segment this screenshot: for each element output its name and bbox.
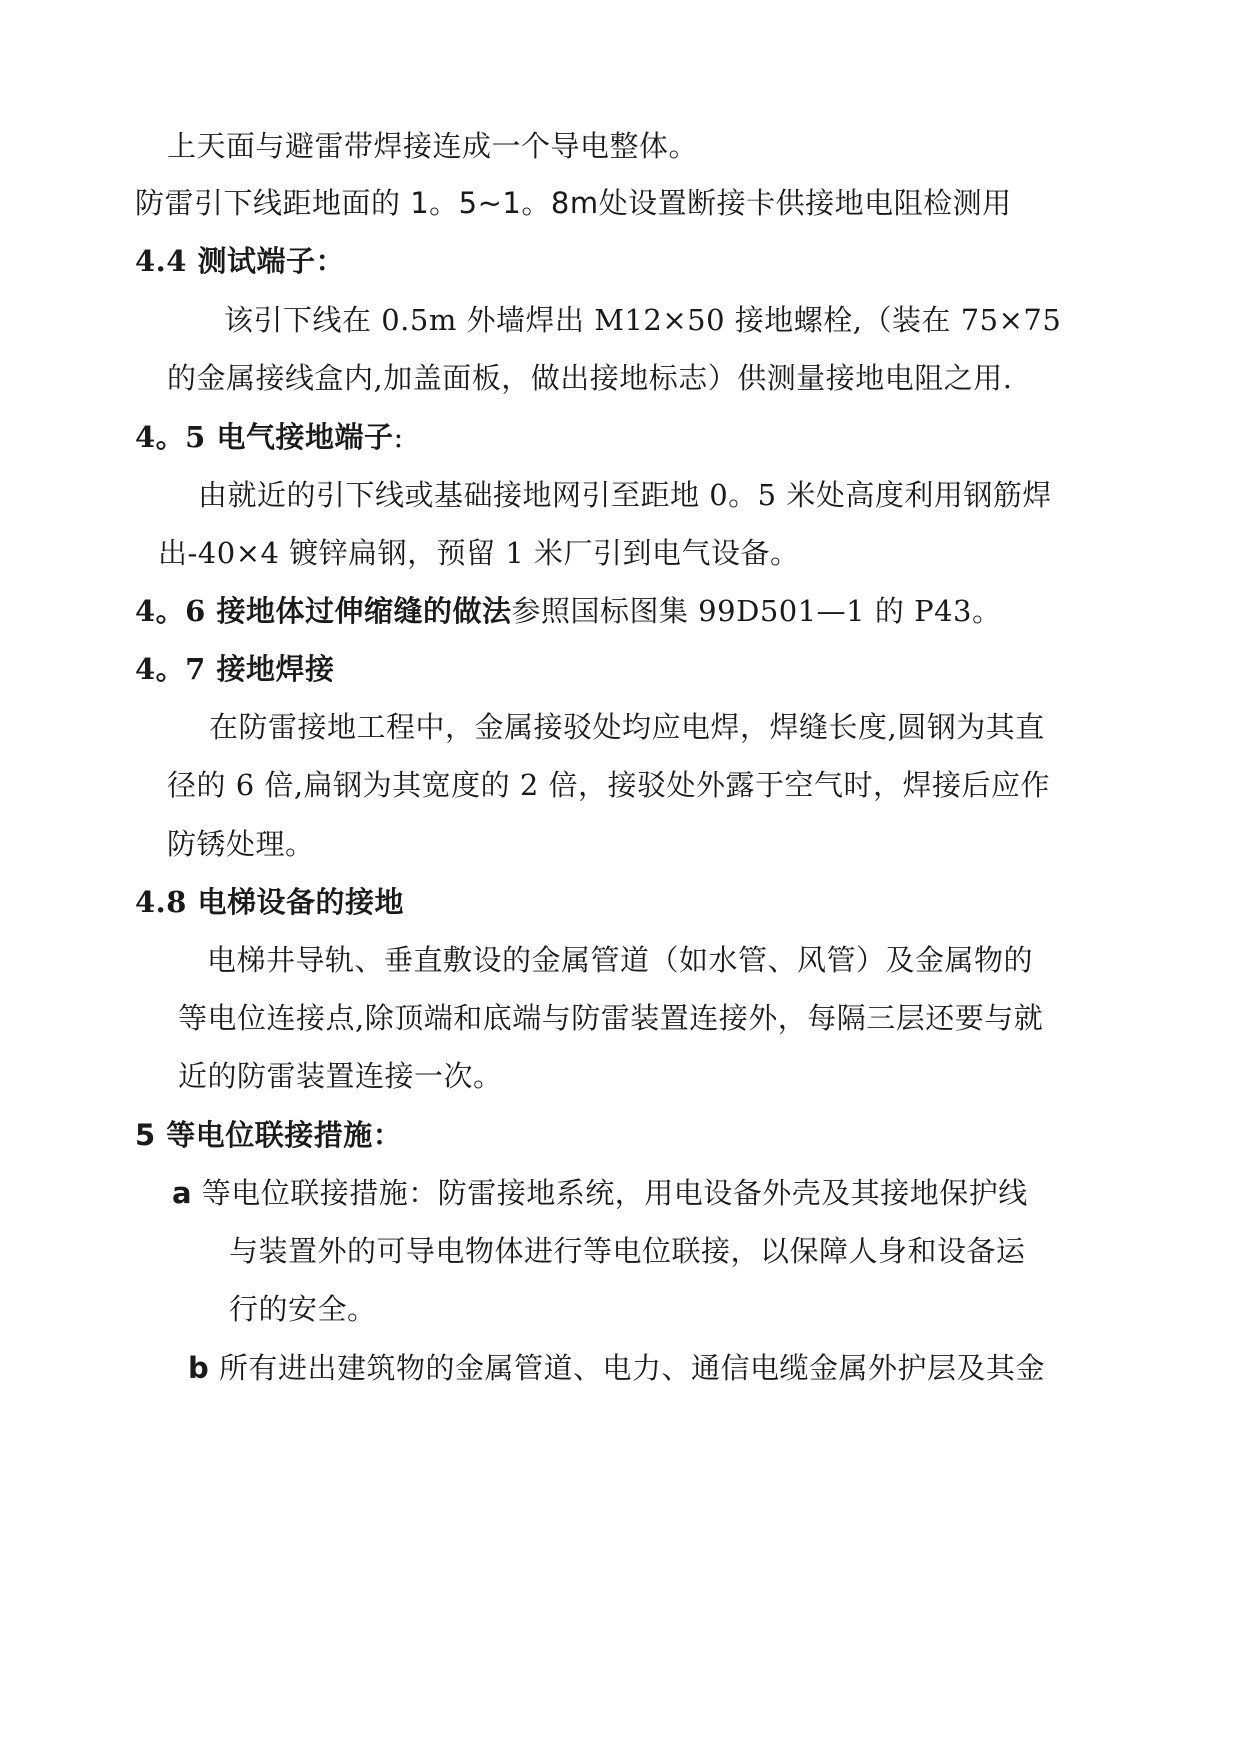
paragraph-line: 近的防雷装置连接一次。 [178, 1059, 503, 1093]
paragraph-line: 电梯井导轨、垂直敷设的金属管道（如水管、风管）及金属物的 [207, 943, 1034, 977]
section-heading-4-7: 4。7 接地焊接 [135, 652, 335, 686]
paragraph-line: 上天面与避雷带焊接连成一个导电整体。 [167, 129, 699, 163]
paragraph-line: 与装置外的可导电物体进行等电位联接，以保障人身和设备运 [229, 1234, 1026, 1268]
section-heading-text: 参照国标图集 99D501—1 的 P43。 [511, 594, 1002, 628]
list-marker: a [172, 1176, 193, 1210]
section-heading-4-4: 4.4 测试端子： [135, 244, 346, 278]
section-heading-4-8: 4.8 电梯设备的接地 [135, 885, 405, 919]
paragraph-line: 该引下线在 0.5m 外墙焊出 M12×50 接地螺栓,（装在 75×75 [224, 303, 1062, 337]
paragraph-line: 径的 6 倍,扁钢为其宽度的 2 倍，接驳处外露于空气时，焊接后应作 [167, 768, 1050, 802]
list-item-a [172, 1173, 1028, 1213]
paragraph-line: 防雷引下线距地面的 1。5~1。8m处设置断接卡供接地电阻检测用 [135, 186, 1012, 220]
paragraph-line: 行的安全。 [229, 1292, 377, 1326]
list-item-b [188, 1348, 1045, 1388]
section-heading-title: 4。6 接地体过伸缩缝的做法 [135, 594, 512, 628]
section-heading-4-5 [135, 417, 404, 457]
section-heading-5: 5 等电位联接措施： [135, 1118, 403, 1152]
paragraph-line: 出-40×4 镀锌扁钢，预留 1 米厂引到电气设备。 [158, 536, 800, 570]
paragraph-line: 在防雷接地工程中，金属接驳处均应电焊，焊缝长度,圆钢为其直 [209, 710, 1045, 744]
section-heading-colon: : [393, 420, 404, 454]
paragraph-line: 的金属接线盒内,加盖面板，做出接地标志）供测量接地电阻之用. [167, 361, 1013, 395]
list-item-text: 所有进出建筑物的金属管道、电力、通信电缆金属外护层及其金 [218, 1351, 1045, 1385]
section-heading-4-6 [135, 591, 1001, 631]
paragraph-line: 防锈处理。 [167, 827, 315, 861]
list-marker: b [188, 1351, 210, 1385]
paragraph-line: 由就近的引下线或基础接地网引至距地 0。5 米处高度利用钢筋焊 [198, 478, 1052, 512]
section-heading-title: 4。5 电气接地端子 [135, 420, 394, 454]
paragraph-line: 等电位连接点,除顶端和底端与防雷装置连接外，每隔三层还要与就 [178, 1001, 1044, 1035]
list-item-text: 等电位联接措施：防雷接地系统，用电设备外壳及其接地保护线 [201, 1176, 1028, 1210]
